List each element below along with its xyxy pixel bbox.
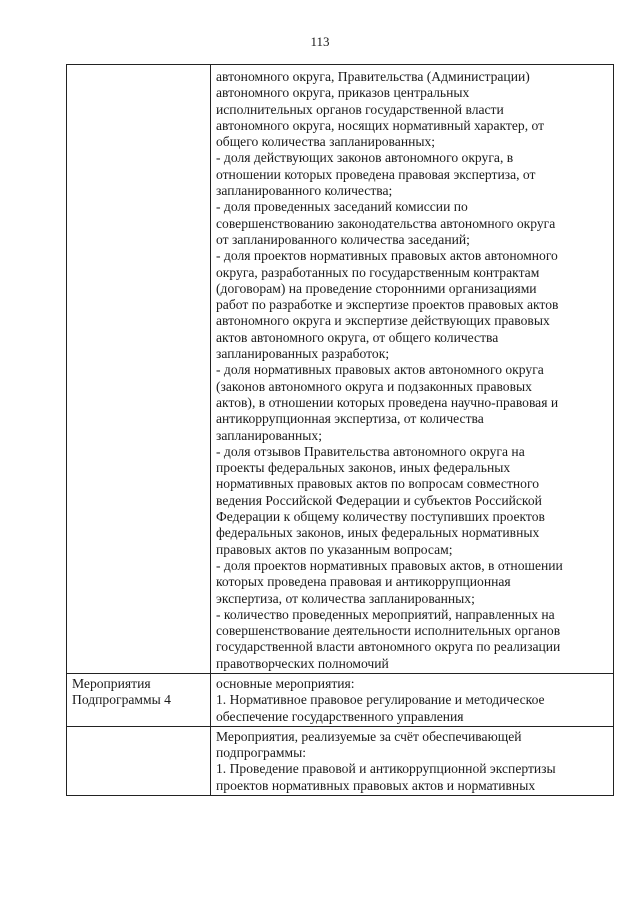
cell-line: работ по разработке и экспертизе проектов правовых актов [216, 297, 559, 313]
table-row [67, 673, 614, 726]
cell-line: исполнительных органов государственной власти [216, 101, 504, 117]
cell-line: Мероприятия [72, 675, 151, 691]
cell-line: запланированного количества; [216, 183, 393, 199]
cell-line: Подпрограммы 4 [72, 692, 171, 708]
cell-line: - доля проектов нормативных правовых актов автономного [216, 248, 558, 264]
program-table [66, 64, 614, 796]
cell-line: - доля проведенных заседаний комиссии по [216, 199, 468, 215]
cell-line: - доля действующих законов автономного округа, в [216, 150, 514, 166]
cell-line: 1. Нормативное правовое регулирование и методическое [216, 692, 545, 708]
cell-line: - доля отзывов Правительства автономного округа на [216, 443, 525, 459]
cell-line: экспертиза, от количества запланированных; [216, 590, 475, 606]
cell-line: Федерации к общему количеству поступивших проектов [216, 509, 545, 525]
cell-line: совершенствованию законодательства автономного округа [216, 215, 556, 231]
cell-line: (договорам) на проведение сторонними организациями [216, 280, 537, 296]
cell-line: автономного округа, приказов центральных [216, 85, 470, 101]
cell-line: автономного округа, носящих нормативный характер, от [216, 117, 545, 133]
cell-line: автономного округа и экспертизе действующих правовых [216, 313, 550, 329]
cell-line: проекты федеральных законов, иных федеральных [216, 460, 511, 476]
row-content-cell [211, 726, 614, 795]
cell-line: проектов нормативных правовых актов и нормативных [216, 777, 536, 793]
cell-line: отношении которых проведена правовая экспертиза, от [216, 166, 536, 182]
cell-line: Мероприятия, реализуемые за счёт обеспечивающей [216, 728, 522, 744]
row-label-cell [67, 726, 211, 795]
cell-line: актов автономного округа, от общего количества [216, 329, 499, 345]
cell-line: 1. Проведение правовой и антикоррупционной экспертизы [216, 761, 556, 777]
cell-line: государственной власти автономного округа по реализации [216, 639, 561, 655]
cell-line: округа, разработанных по государственным контрактам [216, 264, 540, 280]
row-content-cell [211, 673, 614, 726]
table-row [67, 726, 614, 795]
cell-line: которых проведена правовая и антикоррупционная [216, 574, 511, 590]
cell-line: общего количества запланированных; [216, 134, 436, 150]
cell-line: антикоррупционная экспертиза, от количества [216, 411, 484, 427]
cell-line: ведения Российской Федерации и субъектов Российской [216, 492, 542, 508]
cell-line: федеральных законов, иных федеральных нормативных [216, 525, 540, 541]
row-content-cell [211, 65, 614, 674]
cell-line: - доля нормативных правовых актов автономного округа [216, 362, 544, 378]
cell-line: запланированных разработок; [216, 346, 390, 362]
page-number: 113 [310, 34, 330, 49]
cell-line: правотворческих полномочий [216, 655, 389, 671]
cell-line: правовых актов по указанным вопросам; [216, 541, 453, 557]
cell-line: от запланированного количества заседаний; [216, 231, 470, 247]
cell-line: совершенствование деятельности исполнительных органов [216, 623, 561, 639]
cell-line: нормативных правовых актов по вопросам совместного [216, 476, 540, 492]
cell-line: - количество проведенных мероприятий, направленных на [216, 606, 555, 622]
cell-line: основные мероприятия: [216, 675, 355, 691]
cell-line: запланированных; [216, 427, 322, 443]
cell-line: обеспечение государственного управления [216, 708, 464, 724]
row-label-cell [67, 65, 211, 674]
cell-line: актов), в отношении которых проведена научно-правовая и [216, 394, 559, 410]
row-label-cell [67, 673, 211, 726]
cell-line: (законов автономного округа и подзаконных правовых [216, 378, 532, 394]
cell-line: подпрограммы: [216, 745, 306, 761]
table-row [67, 65, 614, 674]
cell-line: автономного округа, Правительства (Администрации) [216, 69, 530, 84]
cell-line: - доля проектов нормативных правовых актов, в отношении [216, 557, 563, 573]
